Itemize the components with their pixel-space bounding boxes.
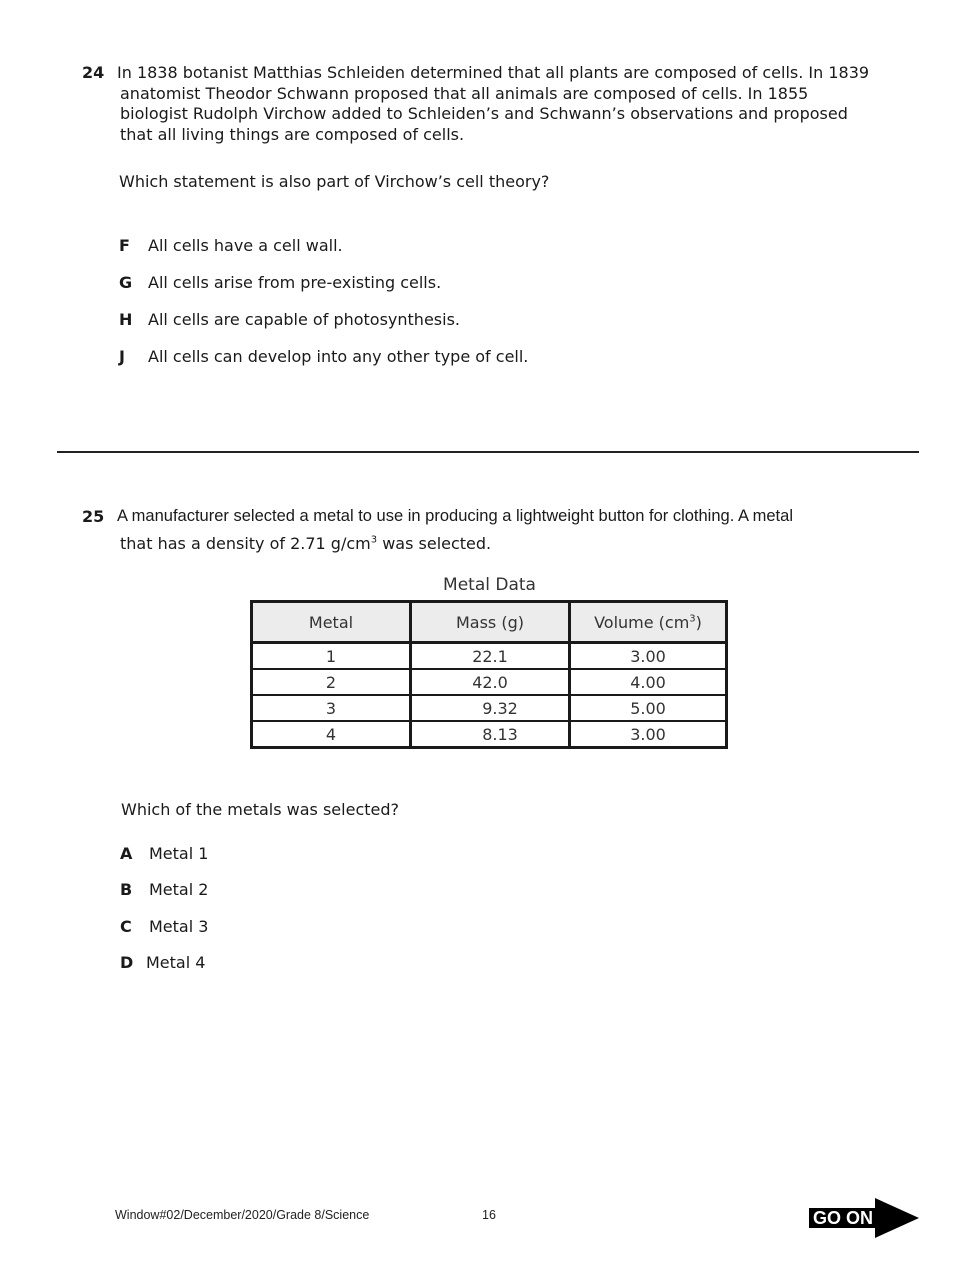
option-text: Metal 2 (149, 880, 209, 899)
column-header-mass: Mass (g) (411, 602, 570, 643)
answer-option-h[interactable] (119, 310, 460, 329)
column-header-metal: Metal (252, 602, 411, 643)
answer-option-a[interactable] (120, 844, 208, 863)
option-letter: F (119, 236, 130, 255)
passage-line: that all living things are composed of cells. (120, 124, 465, 144)
passage-line: In 1838 botanist Matthias Schleiden determined that all plants are composed of cells. In 1839 (117, 63, 870, 82)
footer-source: Window#02/December/2020/Grade 8/Science (115, 1208, 370, 1222)
table-row (252, 669, 727, 695)
question-25-line-1: A manufacturer selected a metal to use in producing a lightweight button for clothing. A metal (117, 507, 793, 525)
table-row (252, 721, 727, 748)
passage-line: anatomist Theodor Schwann proposed that all animals are composed of cells. In 1855 (120, 83, 809, 103)
cell-metal: 1 (252, 643, 411, 670)
cell-metal: 4 (252, 721, 411, 748)
page-number: 16 (482, 1208, 496, 1222)
cell-mass: 9.32 (411, 695, 570, 721)
go-on-button[interactable] (809, 1198, 919, 1238)
option-text: All cells can develop into any other type of cell. (148, 347, 529, 366)
option-letter: J (119, 347, 125, 366)
density-exponent: 3 (370, 534, 378, 546)
cell-volume: 5.00 (570, 695, 727, 721)
cell-volume: 3.00 (570, 643, 727, 670)
question-24-stem: Which statement is also part of Virchow’s cell theory? (119, 172, 550, 191)
option-text: All cells arise from pre-existing cells. (148, 273, 442, 292)
column-header-volume: Volume $(cm^3)$ (570, 602, 727, 643)
option-text: All cells have a cell wall. (148, 236, 343, 255)
passage-line: biologist Rudolph Virchow added to Schleiden’s and Schwann’s observations and proposed (120, 104, 848, 123)
option-text: Metal 4 (146, 953, 206, 972)
section-divider (57, 451, 919, 453)
option-letter: C (120, 917, 132, 936)
answer-option-j[interactable] (119, 347, 528, 366)
option-letter: B (120, 880, 133, 899)
answer-option-d[interactable] (120, 953, 205, 972)
cell-metal: 2 (252, 669, 411, 695)
cell-mass: 8.13 (411, 721, 570, 748)
go-on-label: GO ON (809, 1208, 879, 1228)
question-24-passage (117, 63, 897, 145)
table-row (252, 695, 727, 721)
table-title: Metal Data (443, 575, 536, 595)
answer-option-f[interactable] (119, 236, 343, 255)
question-number-25: 25 (82, 507, 105, 526)
answer-option-g[interactable] (119, 273, 441, 292)
answer-option-b[interactable] (120, 880, 208, 899)
option-text: All cells are capable of photosynthesis. (148, 310, 460, 329)
option-letter: H (119, 310, 133, 329)
table-row (252, 643, 727, 670)
option-letter: G (119, 273, 133, 292)
cell-metal: 3 (252, 695, 411, 721)
cell-mass: 42.0 (411, 669, 570, 695)
option-text: Metal 3 (149, 917, 209, 936)
density-text-end: was selected. (377, 534, 492, 553)
cell-volume: 4.00 (570, 669, 727, 695)
option-letter: D (120, 953, 134, 972)
metal-data-table (250, 600, 728, 749)
question-25-line-2 (120, 534, 491, 553)
option-letter: A (120, 844, 133, 863)
cell-volume: 3.00 (570, 721, 727, 748)
question-25-stem: Which of the metals was selected? (121, 800, 399, 819)
answer-option-c[interactable] (120, 917, 208, 936)
option-text: Metal 1 (149, 844, 209, 863)
cell-mass: 22.1 (411, 643, 570, 670)
table-header-row (252, 602, 727, 643)
question-number-24: 24 (82, 63, 105, 82)
density-text: that has a density of 2.71 g/cm (120, 534, 371, 553)
